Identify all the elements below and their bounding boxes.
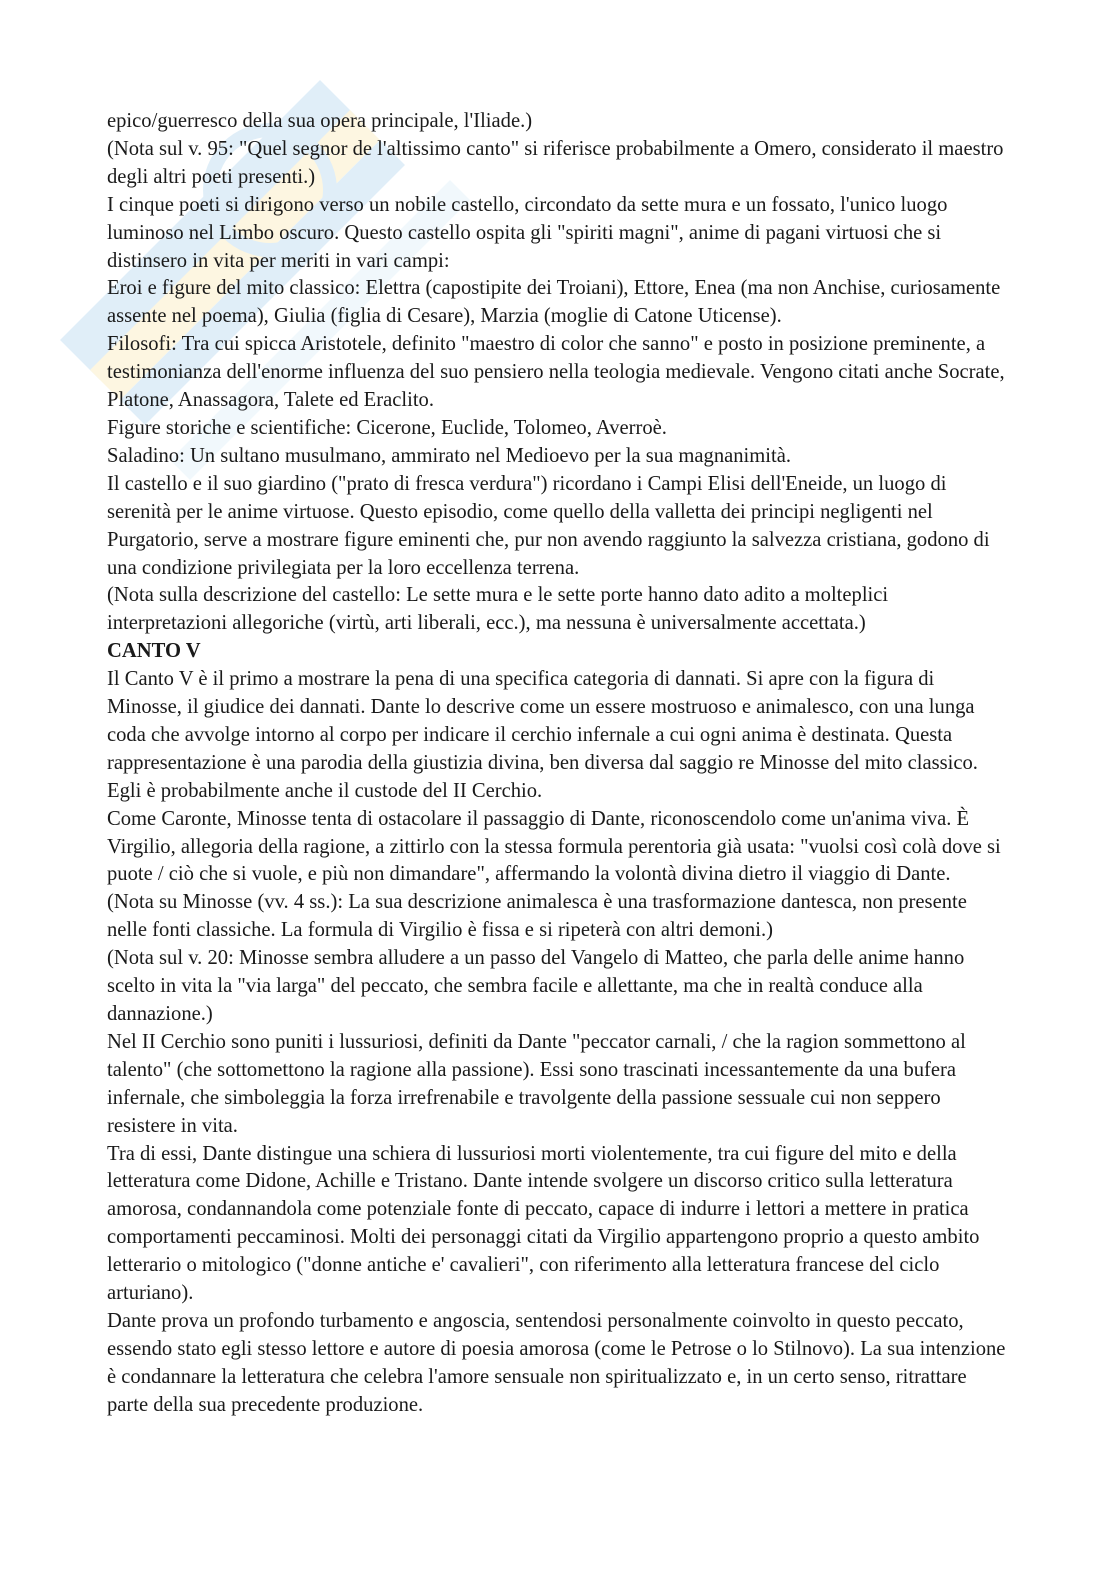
paragraph: (Nota su Minosse (vv. 4 ss.): La sua descrizione animalesca è una trasformazione dantesca, non presente nelle fonti classiche. La formula di Virgilio è fissa e si ripeterà con altri demoni.) [107, 891, 967, 942]
paragraph: I cinque poeti si dirigono verso un nobile castello, circondato da sette mura e un fossato, l'unico luogo luminoso nel Limbo oscuro. Questo castello ospita gli "spiriti magni", anime di pagani virtuosi che si distinsero in vita per meriti in vari campi: [107, 193, 948, 272]
paragraph: Il Canto V è il primo a mostrare la pena di una specifica categoria di dannati. Si apre con la figura di Minosse, il giudice dei dannati. Dante lo descrive come un essere mostruoso e animalesco, con una lunga coda che avvolge intorno al corpo per indicare il cerchio infernale a cui ogni anima è destinata. Questa rappresentazione è una parodia della giustizia divina, ben diversa dal saggio re Minosse del mito classico. Egli è probabilmente anche il custode del II Cerchio. [107, 668, 978, 802]
paragraph: Come Caronte, Minosse tenta di ostacolare il passaggio di Dante, riconoscendolo come un'anima viva. È Virgilio, allegoria della ragione, a zittirlo con la stessa formula perentoria già usata: "vuolsi così colà dove si puote / ciò che si vuole, e più non dimandare", affermando la volontà divina dietro il viaggio di Dante. [107, 807, 1001, 886]
paragraph: Eroi e figure del mito classico: Elettra (capostipite dei Troiani), Ettore, Enea (ma non Anchise, curiosamente assente nel poema), Giulia (figlia di Cesare), Marzia (moglie di Catone Uticense). [107, 277, 1001, 328]
section-heading: CANTO V [107, 640, 201, 663]
paragraph: (Nota sul v. 95: "Quel segnor de l'altissimo canto" si riferisce probabilmente a Omero, considerato il maestro degli altri poeti presenti.) [107, 137, 1004, 188]
paragraph: (Nota sulla descrizione del castello: Le sette mura e le sette porte hanno dato adito a molteplici interpretazioni allegoriche (virtù, arti liberali, ecc.), ma nessuna è universalmente accettata.) [107, 584, 889, 635]
paragraph: Dante prova un profondo turbamento e angoscia, sentendosi personalmente coinvolto in questo peccato, essendo stato egli stesso lettore e autore di poesia amorosa (come le Petrose o lo Stilnovo). La sua intenzione è condannare la letteratura che celebra l'amore sensuale non spiritualizzato e, in un certo senso, ritrattare parte della sua precedente produzione. [107, 1309, 1006, 1416]
paragraph: (Nota sul v. 20: Minosse sembra alludere a un passo del Vangelo di Matteo, che parla delle anime hanno scelto in vita la "via larga" del peccato, che sembra facile e allettante, ma che in realtà conduce alla dannazione.) [107, 947, 965, 1025]
document-page [107, 108, 1007, 1420]
paragraph: Saladino: Un sultano musulmano, ammirato nel Medioevo per la sua magnanimità. [107, 444, 792, 467]
paragraph: Figure storiche e scientifiche: Cicerone, Euclide, Tolomeo, Averroè. [107, 416, 667, 439]
paragraph: Filosofi: Tra cui spicca Aristotele, definito "maestro di color che sanno" e posto in posizione preminente, a testimonianza dell'enorme influenza del suo pensiero nella teologia medievale. Vengono citati anche Socrate, Platone, Anassagora, Talete ed Eraclito. [107, 333, 1005, 412]
paragraph: Tra di essi, Dante distingue una schiera di lussuriosi morti violentemente, tra cui figure del mito e della letteratura come Didone, Achille e Tristano. Dante intende svolgere un discorso critico sulla letteratura amorosa, condannandola come potenziale fonte di peccato, capace di indurre i lettori a mettere in pratica comportamenti peccaminosi. Molti dei personaggi citati da Virgilio appartengono proprio a questo ambito letterario o mitologico ("donne antiche e' cavalieri", con riferimento alla letteratura francese del ciclo arturiano). [107, 1142, 980, 1305]
paragraph: Il castello e il suo giardino ("prato di fresca verdura") ricordano i Campi Elisi dell'Eneide, un luogo di serenità per le anime virtuose. Questo episodio, come quello della valletta dei principi negligenti nel Purgatorio, serve a mostrare figure eminenti che, pur non avendo raggiunto la salvezza cristiana, godono di una condizione privilegiata per la loro eccellenza terrena. [107, 472, 990, 579]
paragraph: Nel II Cerchio sono puniti i lussuriosi, definiti da Dante "peccator carnali, / che la ragion sommettono al talento" (che sottomettono la ragione alla passione). Essi sono trascinati incessantemente da una bufera infernale, che simboleggia la forza irrefrenabile e travolgente della passione sessuale cui non seppero resistere in vita. [107, 1030, 966, 1137]
paragraph: epico/guerresco della sua opera principale, l'Iliade.) [107, 110, 533, 132]
